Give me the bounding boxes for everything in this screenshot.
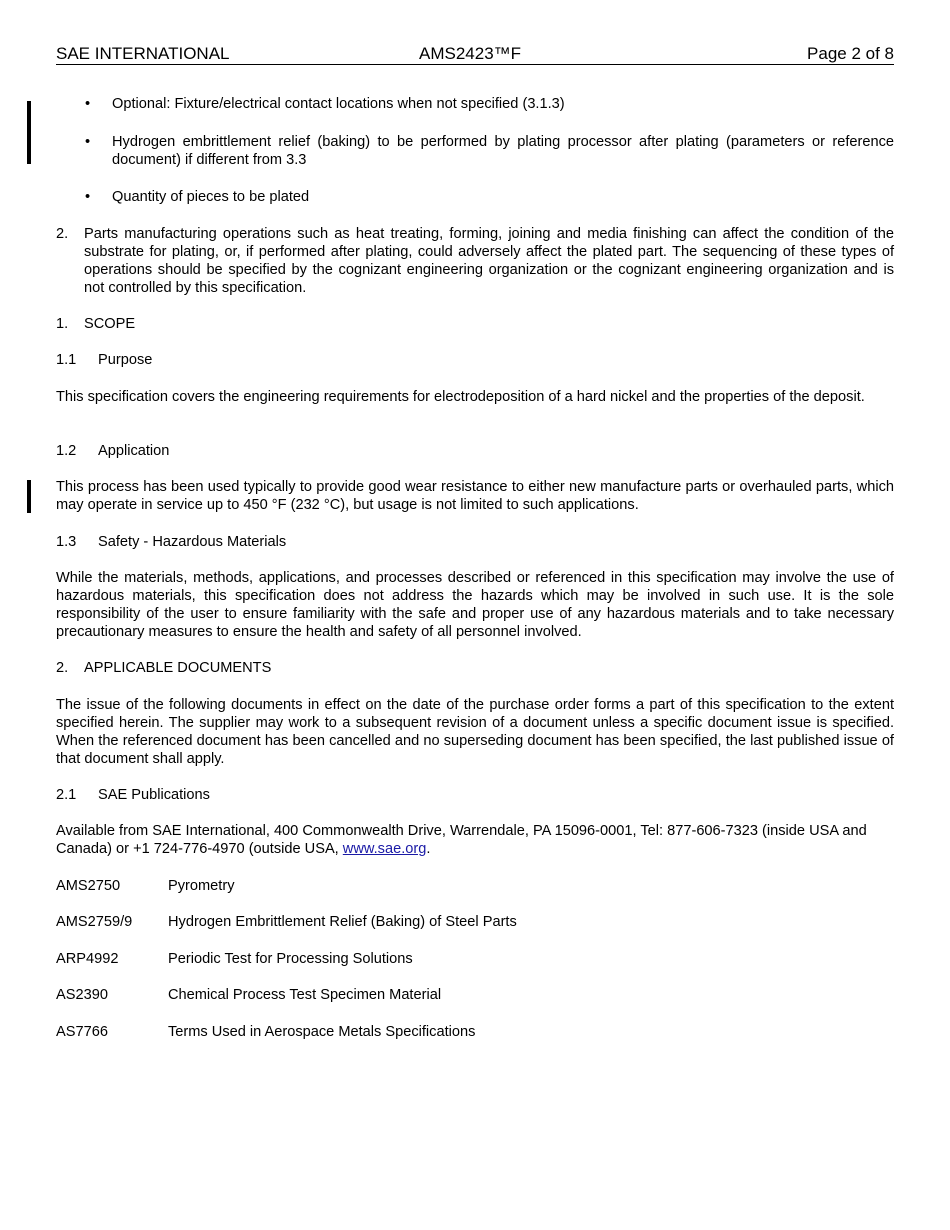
- change-bar: [27, 480, 31, 513]
- bullet-text: Hydrogen embrittlement relief (baking) to be performed by plating processor after plating (parameters or reference document) if different from 3.3: [112, 134, 894, 168]
- reference-code: AS7766: [56, 1024, 108, 1040]
- bullet-item: [56, 95, 894, 113]
- header-org: SAE INTERNATIONAL: [56, 44, 230, 63]
- section-title: Purpose: [98, 352, 153, 368]
- reference-code: AS2390: [56, 987, 108, 1003]
- section-title: SCOPE: [84, 316, 136, 332]
- note-number: 2.: [56, 226, 69, 242]
- reference-title: Pyrometry: [168, 878, 235, 894]
- page-header: [56, 44, 894, 65]
- reference-title: Periodic Test for Processing Solutions: [168, 951, 413, 967]
- section-heading-applicable-documents: [56, 659, 271, 677]
- section-number: 2.1: [56, 787, 77, 803]
- bullet-item: [56, 133, 894, 169]
- reference-code: AMS2759/9: [56, 914, 133, 930]
- section-heading-application: [56, 442, 169, 460]
- reference-title: Terms Used in Aerospace Metals Specifications: [168, 1024, 476, 1040]
- section-number: 1.2: [56, 443, 77, 459]
- section-title: SAE Publications: [98, 787, 210, 803]
- reference-code: AMS2750: [56, 878, 121, 894]
- reference-code: ARP4992: [56, 951, 119, 967]
- bullet-dot: •: [85, 96, 91, 112]
- section-number: 1.1: [56, 352, 77, 368]
- section-heading-scope: [56, 315, 135, 333]
- note-item: [56, 225, 894, 297]
- bullet-dot: •: [85, 189, 91, 205]
- section-number: 1.: [56, 316, 69, 332]
- note-text: Parts manufacturing operations such as heat treating, forming, joining and media finishing can affect the condition of the substrate for plating, or, if performed after plating, could adversely affect the plated part. The sequencing of these types of operations should be specified by the cognizant engineering organization or the cognizant engineering organization and is not controlled by this specification.: [84, 226, 894, 296]
- application-paragraph: This process has been used typically to provide good wear resistance to either new manufacture parts or overhauled parts, which may operate in service up to 450 °F (232 °C), but usage is not limited to such applications.: [56, 479, 894, 513]
- bullet-text: Optional: Fixture/electrical contact locations when not specified (3.1.3): [112, 96, 565, 112]
- change-bar: [27, 101, 31, 164]
- section-heading-safety: [56, 533, 286, 551]
- section-heading-sae-publications: [56, 786, 210, 804]
- bullet-dot: •: [85, 134, 91, 150]
- bullet-text: Quantity of pieces to be plated: [112, 189, 310, 205]
- section-number: 2.: [56, 660, 69, 676]
- purpose-paragraph: This specification covers the engineering requirements for electrodeposition of a hard nickel and the properties of the deposit.: [56, 389, 865, 405]
- reference-title: Hydrogen Embrittlement Relief (Baking) of Steel Parts: [168, 914, 517, 930]
- header-page-number: Page 2 of 8: [807, 44, 894, 63]
- sae-address-end: .: [426, 841, 431, 857]
- section-heading-purpose: [56, 351, 152, 369]
- sae-website-link[interactable]: www.sae.org: [342, 841, 427, 857]
- applicable-documents-paragraph: The issue of the following documents in effect on the date of the purchase order forms a part of this specification to the extent specified herein. The supplier may work to a subsequent revision of a document unless a specific document issue is specified. When the referenced document has been cancelled and no superseding document has been specified, the last published issue of that document shall apply.: [56, 697, 894, 767]
- sae-publications-paragraph: [56, 822, 894, 858]
- bullet-item: [56, 188, 894, 206]
- header-doc-id: AMS2423™F: [419, 44, 522, 63]
- safety-paragraph: While the materials, methods, applications, and processes described or referenced in this specification may involve the use of hazardous materials, this specification does not address the hazards which may be involved in such use. It is the sole responsibility of the user to ensure familiarity with the safe and proper use of any hazardous materials and to take necessary precautionary measures to ensure the health and safety of all personnel involved.: [56, 570, 894, 640]
- section-title: APPLICABLE DOCUMENTS: [84, 660, 272, 676]
- reference-title: Chemical Process Test Specimen Material: [168, 987, 442, 1003]
- section-title: Application: [98, 443, 170, 459]
- sae-address-text: Available from SAE International, 400 Commonwealth Drive, Warrendale, PA 15096-0001, Tel: 877-606-7323 (inside USA and Canada) or +1 724-776-4970 (outside USA,: [56, 823, 867, 857]
- section-title: Safety - Hazardous Materials: [98, 534, 287, 550]
- section-number: 1.3: [56, 534, 77, 550]
